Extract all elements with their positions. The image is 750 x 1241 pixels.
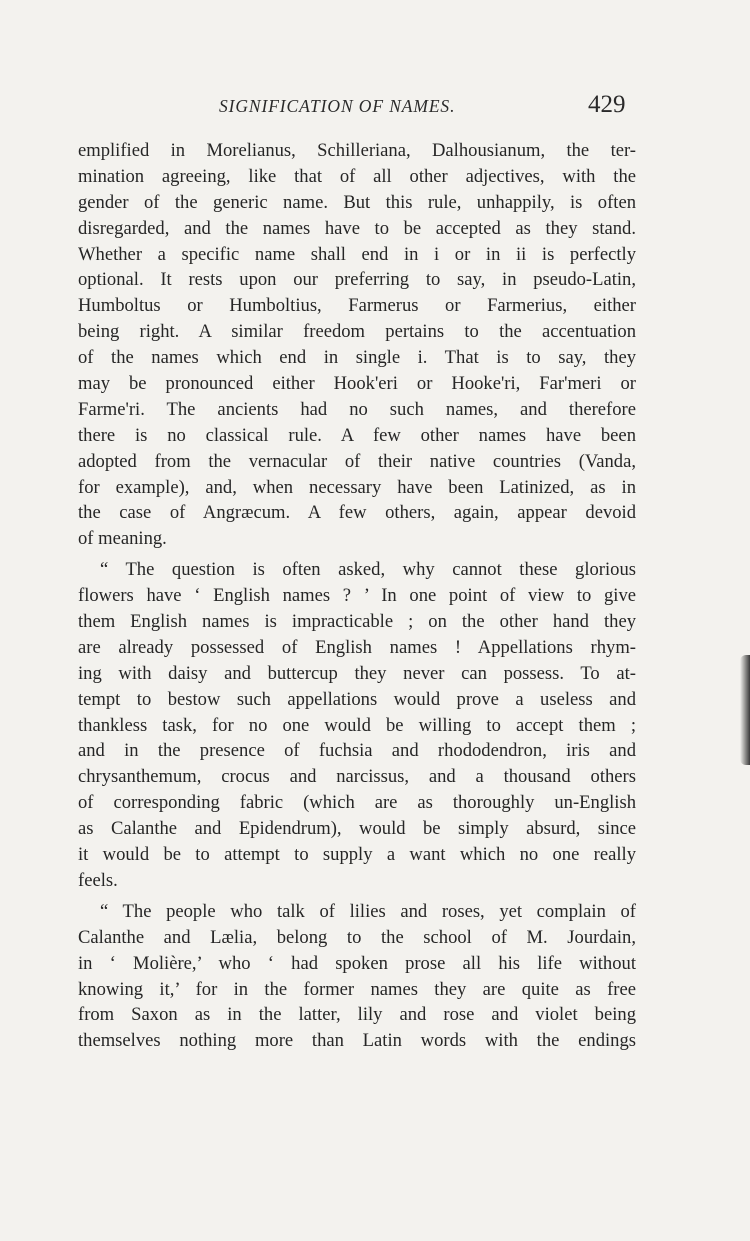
text-line: Calanthe and Lælia, belong to the school of M. Jourdain,: [78, 926, 636, 948]
page-number: 429: [588, 91, 626, 118]
text-line: knowing it,’ for in the former names they are quite as free: [78, 978, 636, 1000]
text-line: from Saxon as in the latter, lily and rose and violet being: [78, 1004, 636, 1026]
text-line: being right. A similar freedom pertains to the accentuation: [78, 321, 636, 343]
text-line: gender of the generic name. But this rule, unhappily, is often: [78, 191, 636, 213]
text-line: adopted from the vernacular of their native countries (Vanda,: [78, 450, 636, 472]
page-edge-shadow: [740, 655, 750, 765]
text-line: in ‘ Molière,’ who ‘ had spoken prose all his life without: [78, 952, 636, 974]
text-line: and in the presence of fuchsia and rhododendron, iris and: [78, 740, 636, 762]
text-line: “ The people who talk of lilies and roses, yet complain of: [100, 900, 636, 922]
text-line: Whether a specific name shall end in i or in ii is perfectly: [78, 243, 636, 265]
text-line: of the names which end in single i. That is to say, they: [78, 347, 636, 369]
text-line: disregarded, and the names have to be accepted as they stand.: [78, 217, 636, 239]
text-line: are already possessed of English names ! Appellations rhym-: [78, 636, 636, 658]
text-line: “ The question is often asked, why cannot these glorious: [100, 559, 636, 581]
text-line: emplified in Morelianus, Schilleriana, Dalhousianum, the ter-: [78, 140, 636, 161]
body-text: [78, 138, 636, 1054]
text-line: of corresponding fabric (which are as thoroughly un-English: [78, 792, 636, 814]
text-line: Humboltus or Humboltius, Farmerus or Farmerius, either: [78, 295, 636, 317]
text-line: of meaning.: [78, 528, 167, 550]
text-line: there is no classical rule. A few other names have been: [78, 424, 636, 446]
text-line: it would be to attempt to supply a want which no one really: [78, 844, 636, 866]
text-line: may be pronounced either Hook'eri or Hooke'ri, Far'meri or: [78, 373, 636, 395]
text-line: themselves nothing more than Latin words with the endings: [78, 1030, 636, 1052]
running-head: [0, 91, 750, 122]
text-line: ing with daisy and buttercup they never can possess. To at-: [78, 662, 636, 684]
text-line: thankless task, for no one would be willing to accept them ;: [78, 714, 636, 736]
running-title: SIGNIFICATION OF NAMES.: [219, 96, 456, 116]
text-line: mination agreeing, like that of all other adjectives, with the: [78, 165, 636, 187]
text-line: tempt to bestow such appellations would prove a useless and: [78, 688, 636, 710]
text-line: them English names is impracticable ; on the other hand they: [78, 611, 636, 633]
text-line: chrysanthemum, crocus and narcissus, and a thousand others: [78, 766, 636, 788]
text-line: flowers have ‘ English names ? ’ In one point of view to give: [78, 585, 636, 607]
text-line: the case of Angræcum. A few others, again, appear devoid: [78, 502, 636, 524]
text-line: optional. It rests upon our preferring to say, in pseudo-Latin,: [78, 269, 636, 291]
text-line: for example), and, when necessary have been Latinized, as in: [78, 476, 636, 498]
text-line: as Calanthe and Epidendrum), would be simply absurd, since: [78, 818, 636, 840]
text-line: Farme'ri. The ancients had no such names, and therefore: [78, 398, 636, 420]
text-line: feels.: [78, 869, 118, 891]
